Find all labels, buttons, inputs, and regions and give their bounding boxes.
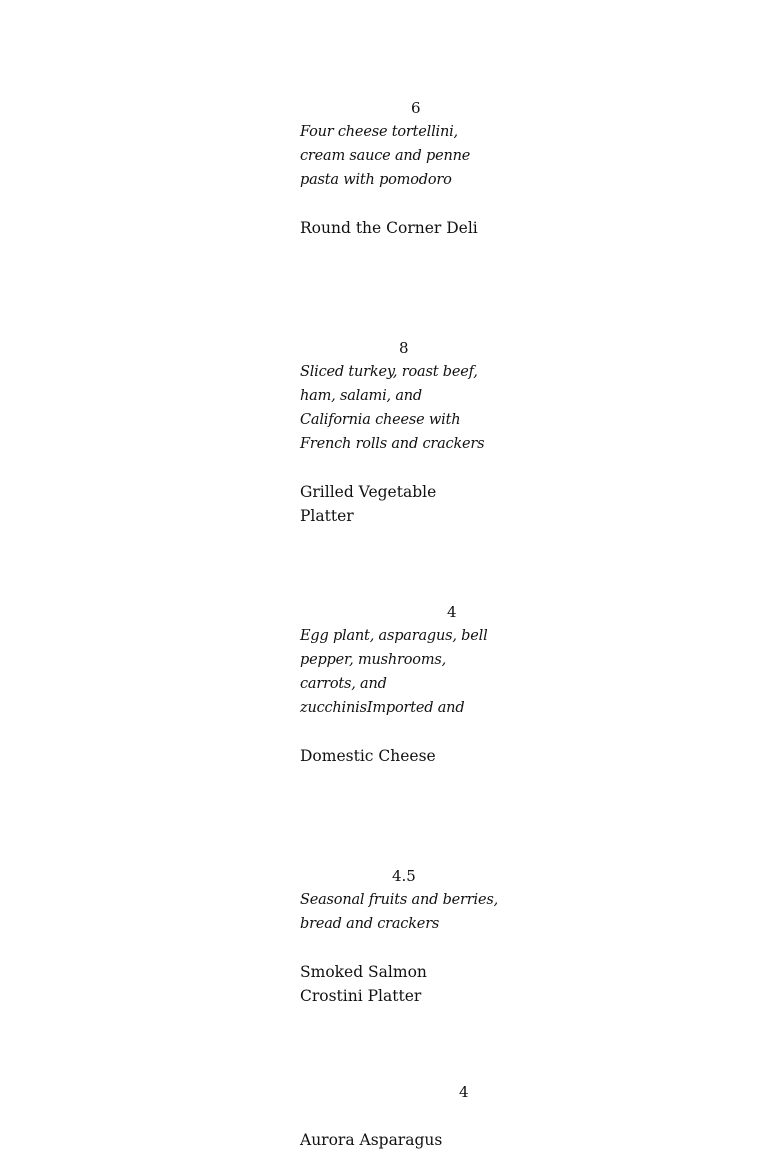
menu-item-name: Aurora Asparagus bbox=[300, 1131, 443, 1149]
menu-item-description-line: pepper, mushrooms, bbox=[300, 652, 447, 668]
menu-item-description-line: Egg plant, asparagus, bell bbox=[300, 628, 488, 644]
menu-item-description-line: carrots, and bbox=[300, 676, 387, 692]
menu-item-price: 6 bbox=[411, 99, 421, 117]
menu-item-description-line: zucchinisImported and bbox=[300, 700, 465, 716]
menu-item-description-line: Four cheese tortellini, bbox=[300, 124, 458, 140]
menu-item-description-line: pasta with pomodoro bbox=[300, 172, 452, 188]
menu-item-description-line: cream sauce and penne bbox=[300, 148, 471, 164]
menu-item-price: 8 bbox=[399, 339, 409, 357]
menu-item-description-line: French rolls and crackers bbox=[300, 436, 485, 452]
menu-item-price: 4.5 bbox=[392, 867, 416, 885]
menu-item-name: Crostini Platter bbox=[300, 987, 422, 1005]
menu-item-description-line: Sliced turkey, roast beef, bbox=[300, 364, 478, 380]
menu-item-description-line: ham, salami, and bbox=[300, 388, 422, 404]
menu-item-description-line: Seasonal fruits and berries, bbox=[300, 892, 498, 908]
menu-item-price: 4 bbox=[459, 1083, 469, 1101]
menu-item-description-line: bread and crackers bbox=[300, 916, 440, 932]
menu-item-description-line: California cheese with bbox=[300, 412, 461, 428]
menu-item-price: 4 bbox=[447, 603, 457, 621]
menu-item-name: Round the Corner Deli bbox=[300, 219, 478, 237]
menu-item-name: Grilled Vegetable bbox=[300, 483, 437, 501]
menu-item-name: Platter bbox=[300, 507, 354, 525]
menu-item-name: Smoked Salmon bbox=[300, 963, 427, 981]
menu-item-name: Domestic Cheese bbox=[300, 747, 436, 765]
